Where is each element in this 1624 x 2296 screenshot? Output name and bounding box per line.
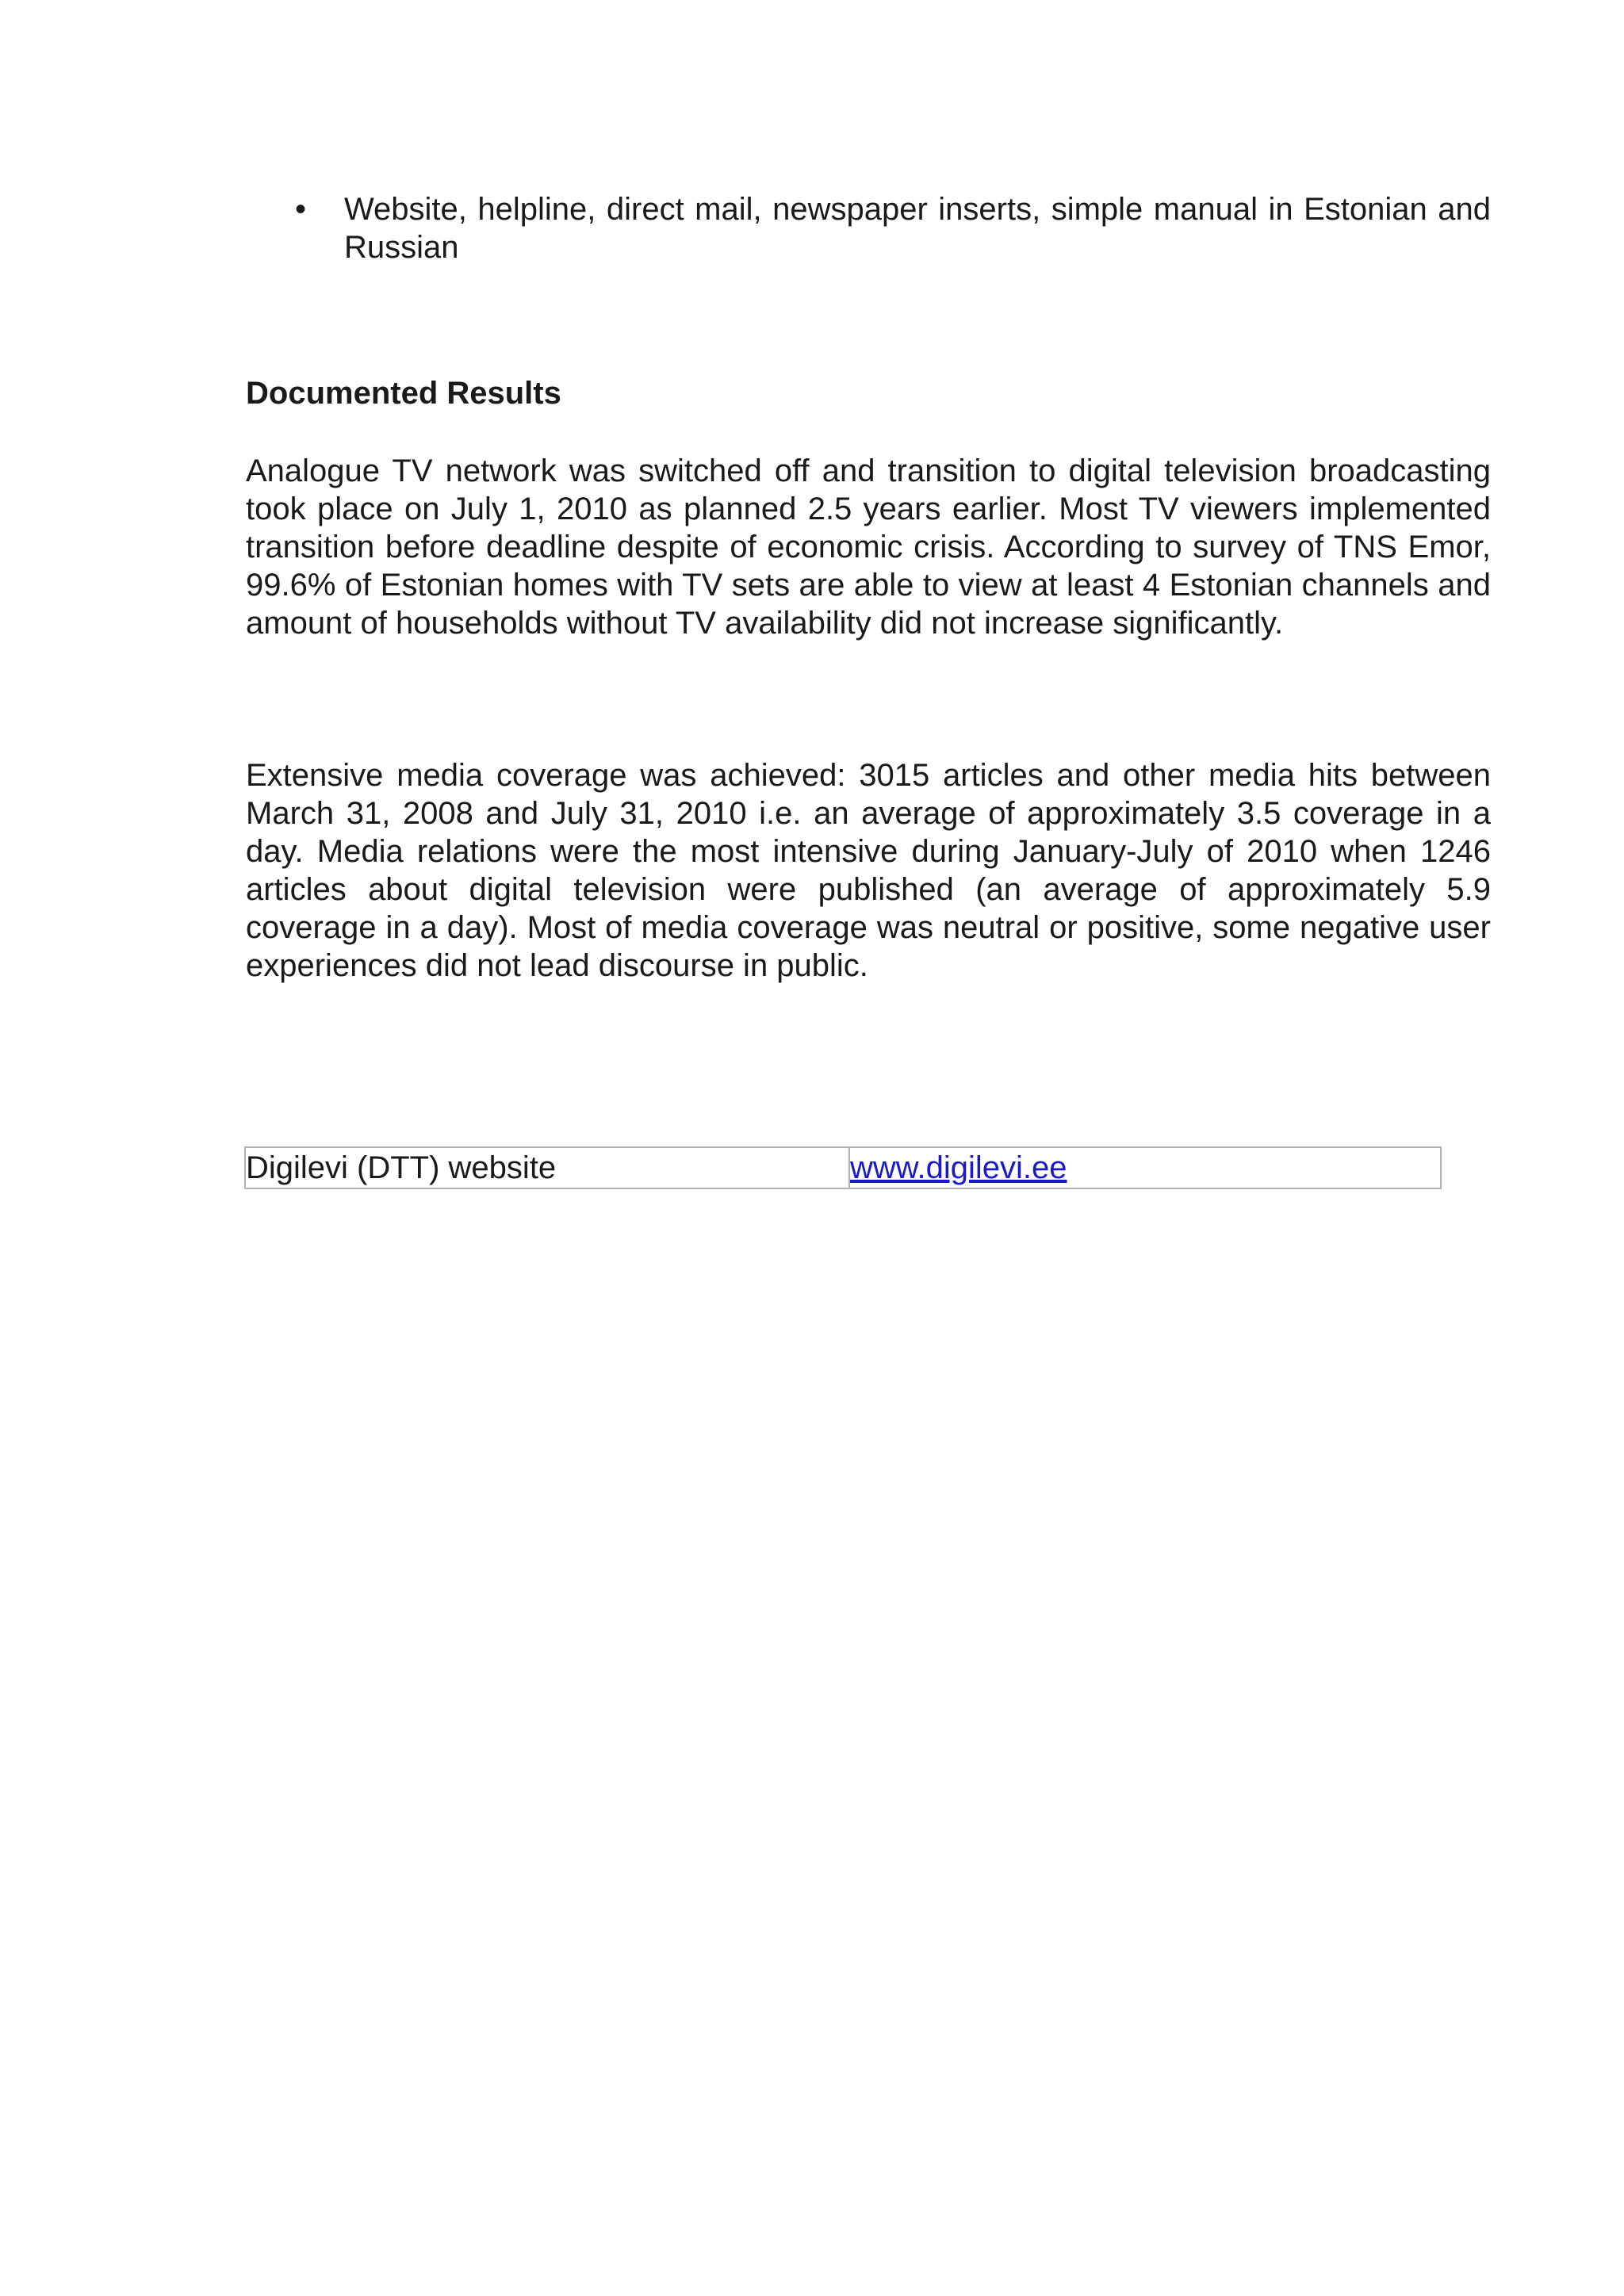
table-row xyxy=(245,1147,1441,1188)
bullet-item xyxy=(246,190,1491,266)
website-link-table xyxy=(244,1146,1442,1189)
website-label-cell: Digilevi (DTT) website xyxy=(245,1147,849,1188)
digilevi-website-link[interactable]: www.digilevi.ee xyxy=(850,1150,1067,1185)
bullet-text: Website, helpline, direct mail, newspaper inserts, simple manual in Estonian and Russian xyxy=(344,192,1491,265)
bullet-dot-icon: • xyxy=(295,192,307,227)
section-heading: Documented Results xyxy=(246,376,561,411)
page-content xyxy=(246,190,1491,985)
website-link-cell xyxy=(849,1147,1441,1188)
media-coverage-paragraph: Extensive media coverage was achieved: 3015 articles and other media hits between March 31, 2008 and July 31, 2010 i.e. an average of approximately 3.5 coverage in a day. Media relations were the most intensive during January-July of 2010 when 1246 articles about digital television were published (an average of approximately 5.9 coverage in a day). Most of media coverage was neutral or positive, some negative user experiences did not lead discourse in public. xyxy=(246,758,1491,983)
bullet-list xyxy=(246,190,1491,266)
results-paragraph: Analogue TV network was switched off and transition to digital television broadcasting took place on July 1, 2010 as planned 2.5 years earlier. Most TV viewers implemented transition before deadline despite of economic crisis. According to survey of TNS Emor, 99.6% of Estonian homes with TV sets are able to view at least 4 Estonian channels and amount of households without TV availability did not increase significantly. xyxy=(246,453,1491,641)
